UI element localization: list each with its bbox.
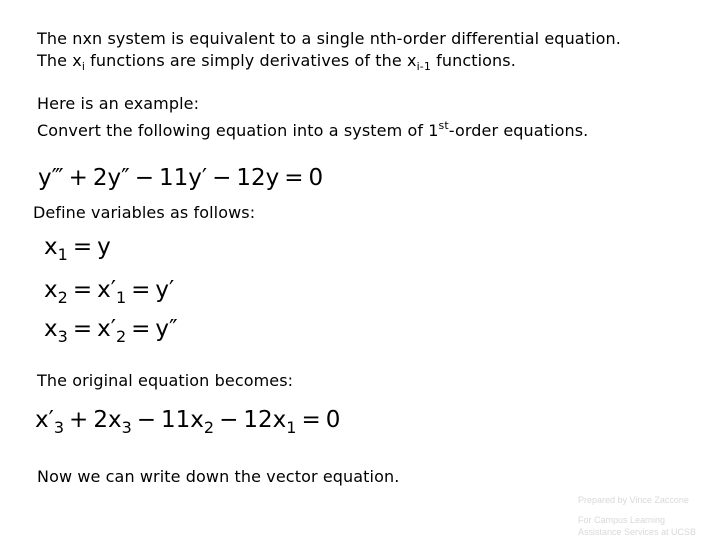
becomes-label: The original equation becomes: — [37, 371, 294, 390]
vector-label: Now we can write down the vector equation. — [37, 467, 400, 486]
define-label: Define variables as follows: — [33, 203, 256, 222]
definition-row-2: $x_2 = x'_1 = y'$ — [44, 277, 175, 307]
transformed-equation: $x'_3 + 2x_3 - 11x_2 - 12x_1 = 0$ — [35, 407, 341, 437]
original-equation: y‴ + 2y″ − 11y′ − 12y = 0 — [38, 165, 324, 191]
definition-row-3: $x_3 = x'_2 = y''$ — [44, 316, 178, 346]
example-line-2: Convert the following equation into a system of 1st-order equations. — [37, 119, 589, 140]
credit-campus: For Campus Learning — [578, 515, 666, 525]
intro-line-2: The $x_i$ functions are simply derivatives of the $x_{i-1}$ functions. — [37, 51, 516, 73]
credit-ucsb: Assistance Services at UCSB — [578, 527, 697, 537]
intro-line-1: The nxn system is equivalent to a single nth-order differential equation. — [37, 29, 621, 48]
definition-row-1: $x_1 = y$ — [44, 234, 111, 264]
example-line-1: Here is an example: — [37, 94, 200, 113]
credit-prepared-by: Prepared by Vince Zaccone — [578, 495, 689, 505]
